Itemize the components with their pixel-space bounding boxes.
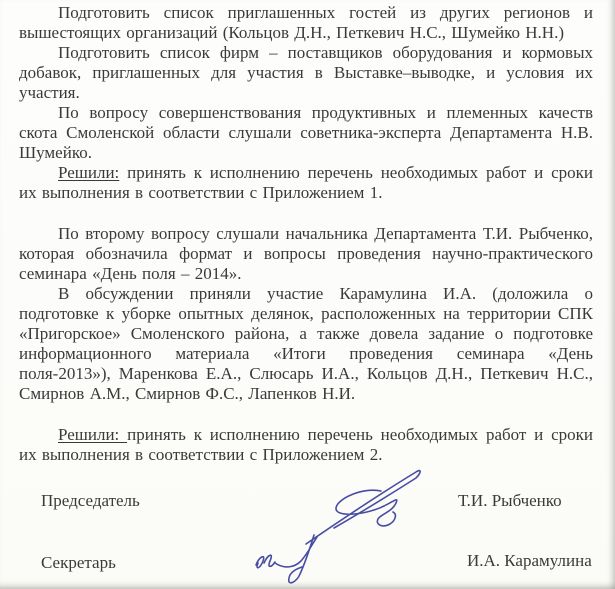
blank-line [19,404,593,425]
resolution-1-lead: Решили: [58,163,120,182]
resolution-2-text: принять к исполнению перечень необходимых работ и сроки их выполнения в соответствии с Приложением 2. [19,425,593,464]
signature-name-secretary: И.А. Карамулина [467,551,592,570]
paragraph-second-question: По второму вопросу слушали начальника Департамента Т.И. Рыбченко, которая обозначила формат и вопросы проведения научно-практического семинара «День поля – 2014». [19,224,593,283]
handwritten-signatures [240,458,440,588]
signature-name-chairman: Т.И. Рыбченко [458,491,562,510]
secretary-signature-ink-2 [264,555,275,566]
secretary-signature-descender-ink [289,535,314,583]
paragraph-invited-guests: Подготовить список приглашенных гостей из других регионов и вышестоящих организаций (Кольцов Д.Н., Петкевич Н.С., Шумейко Н.Н.) [19,3,593,42]
paragraph-supplier-firms: Подготовить список фирм – поставщиков оборудования и кормовых добавок, приглашенных для участия в Выставке–выводке, и условия их участия. [19,43,593,102]
paragraph-discussion-participants: В обсуждении приняли участие Карамулина И.А. (доложила о подготовке к уборке опытных делянок, расположенных на территории СПК «Пригорское» Смоленского района, а также довела задание о подготовке информационного материала «Итоги проведения семинара «День поля-2013»), Маренкова Е.А., Слюсарь И.А., Кольцов Д.Н., Петкевич Н.С., Смирнов А.М., Смирнов Ф.С., Лапенков Н.И. [19,284,593,403]
signature-role-chairman: Председатель [41,491,140,510]
chairman-signature-ink [306,471,420,544]
blank-line [19,203,593,224]
signature-role-secretary: Секретарь [41,553,116,572]
resolution-2-lead: Решили: [58,425,128,444]
secretary-signature-ink [256,557,264,568]
paragraph-cattle-question: По вопросу совершенствования продуктивных и племенных качеств скота Смоленской области слушали советника-эксперта Департамента Н.В. Шумейко. [19,103,593,162]
resolution-1-text: принять к исполнению перечень необходимых работ и сроки их выполнения в соответствии с Приложением 1. [19,163,593,202]
paragraph-resolution-1 [19,163,593,203]
